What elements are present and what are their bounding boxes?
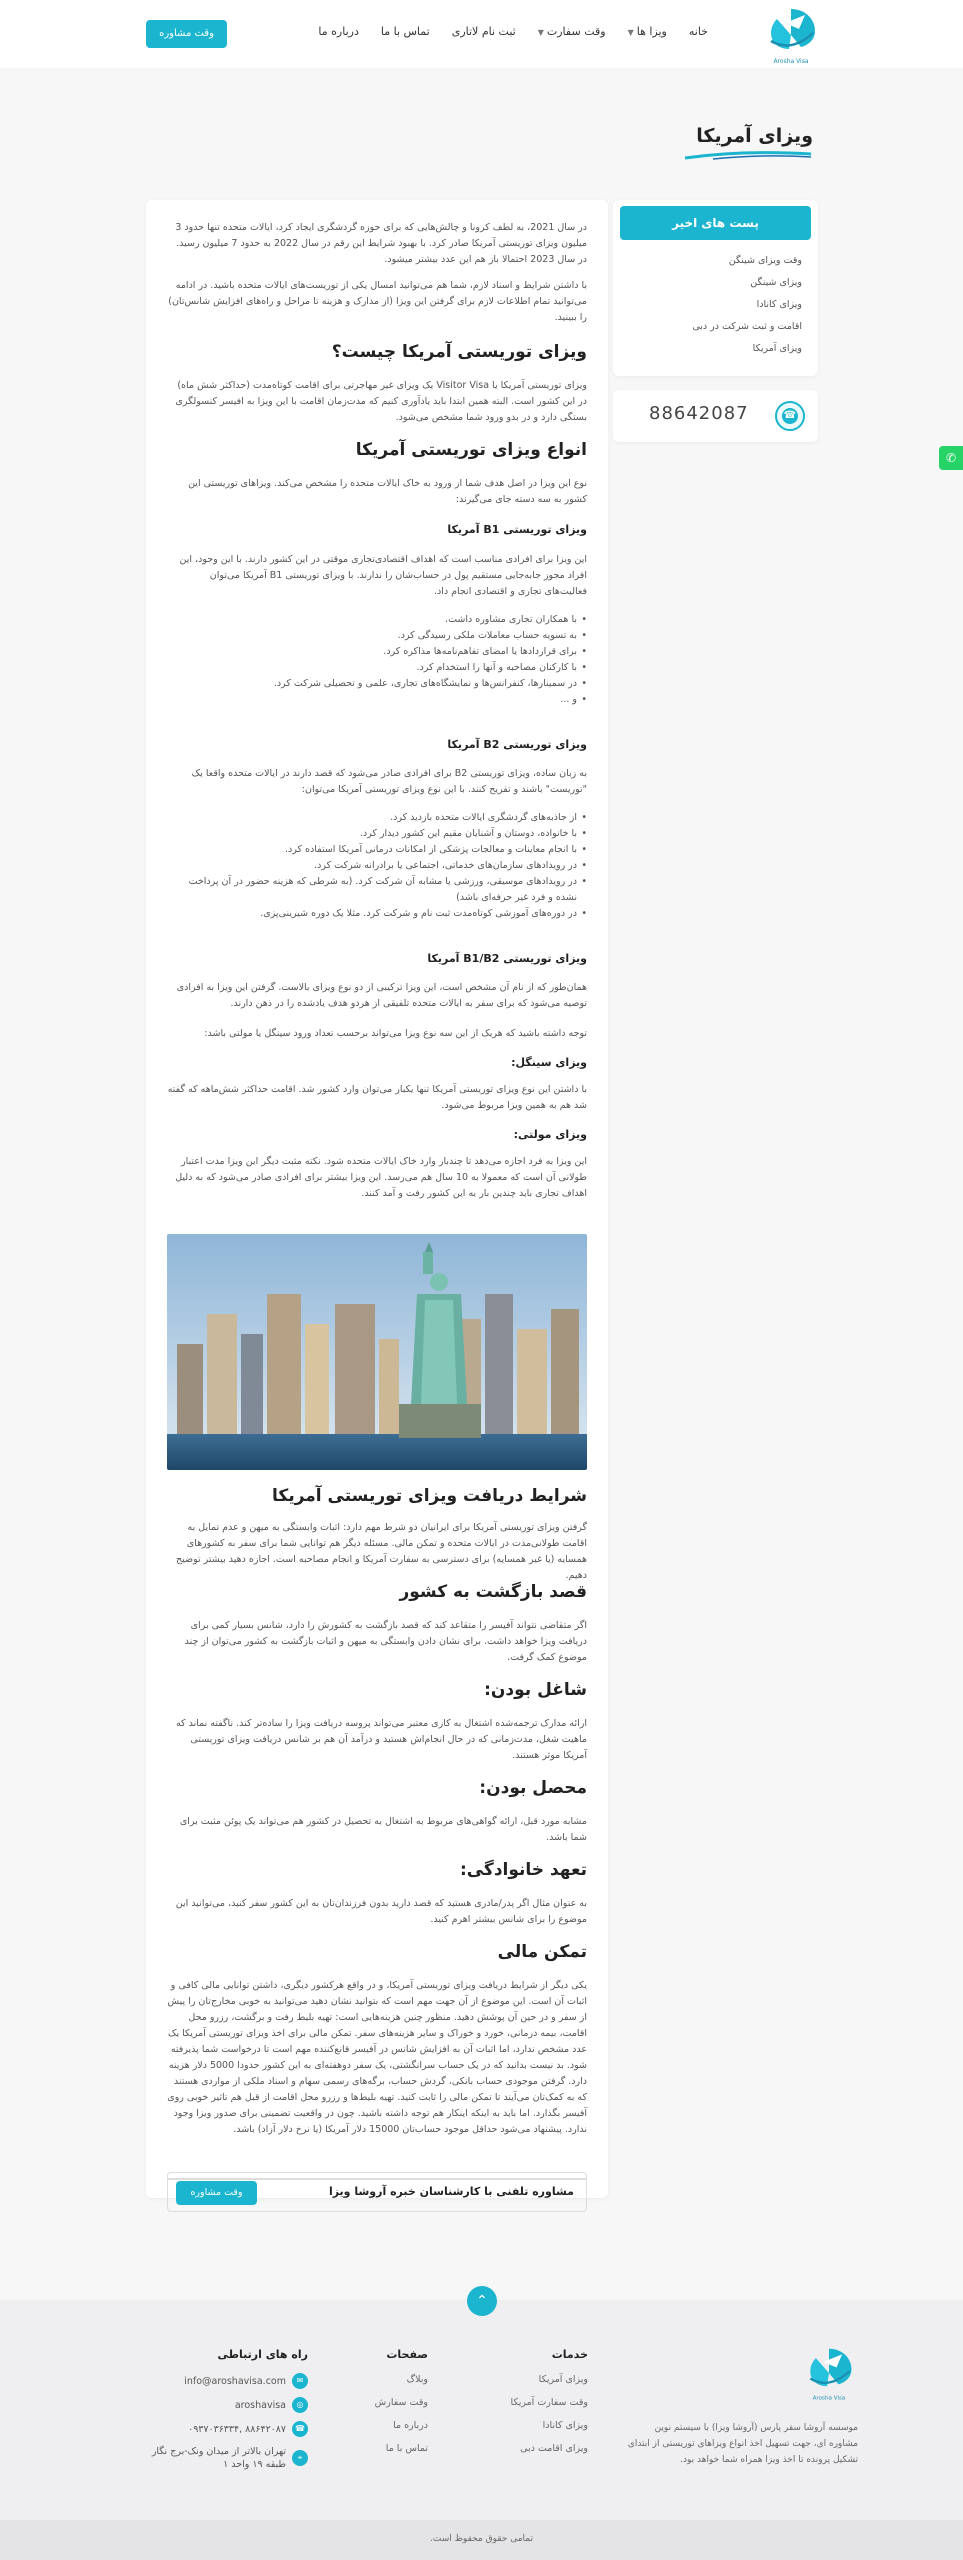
heading-b1b2: ویزای توریستی B1/B2 آمریکا — [427, 952, 587, 965]
footer-link[interactable]: درباره ما — [393, 2420, 428, 2431]
b2-activities-list — [167, 810, 587, 922]
footer-services — [511, 2348, 588, 2465]
heading-b1: ویزای توریستی B1 آمریکا — [447, 523, 587, 536]
phone-number: 88642087 — [649, 403, 749, 424]
title-underline — [683, 150, 813, 160]
list-item: • از جاذبه‌های گردشگری ایالات متحده بازدید کرد. — [167, 810, 587, 826]
heading-multi: ویزای مولتی: — [513, 1128, 587, 1141]
paragraph-single: با داشتن این نوع ویزای توریستی آمریکا تنها یکبار می‌توان وارد کشور شد. اقامت حداکثر شش‌ماهه که گفته شد هم به همین ویزا مربوط می‌شود. — [167, 1084, 587, 1111]
footer-pages — [375, 2348, 428, 2465]
footer-contact-title: راه های ارتباطی — [217, 2348, 308, 2361]
phone-consult-box — [167, 2172, 587, 2212]
footer-link[interactable]: تماس با ما — [385, 2443, 428, 2454]
nav-lottery[interactable]: ثبت نام لاتاری — [451, 25, 516, 38]
contact-email-text: info@aroshavisa.com — [184, 2375, 286, 2387]
nav-contact[interactable]: تماس با ما — [380, 25, 430, 38]
heading-types: انواع ویزای توریستی آمریکا — [355, 440, 587, 460]
recent-posts-title: پست های اخیر — [620, 206, 811, 240]
footer-description: موسسه آروشا سفر پارس (آروشا ویزا) با سیستم نوین مشاوره ای، جهت تسهیل اخذ انواع ویزاهای توریستی از ابتدای تشکیل پرونده تا اخذ ویزا همراه شما خواهد بود. — [627, 2423, 858, 2465]
contact-instagram[interactable] — [133, 2397, 308, 2413]
recent-posts-card — [613, 200, 818, 376]
list-item: • و ... — [167, 692, 587, 708]
footer-pages-title: صفحات — [386, 2348, 428, 2361]
email-icon: ✉ — [292, 2373, 308, 2389]
site-header — [0, 0, 963, 68]
paragraph-b2: به زبان ساده، ویزای توریستی B2 برای افرادی صادر می‌شود که قصد دارند در ایالات متحده واقعا یک "توریست" باشند و تفریح کنند. با این نوع ویزای توریستی آمریکا می‌توان: — [191, 768, 587, 795]
b1-activities-list — [167, 612, 587, 708]
heading-conditions: شرایط دریافت ویزای توریستی آمریکا — [272, 1486, 587, 1506]
nav-visas[interactable] — [628, 25, 667, 38]
paragraph-types: نوع این ویزا در اصل هدف شما از ورود به خاک ایالات متحده را مشخص می‌کند. ویزاهای توریستی این کشور به سه دسته جای می‌گیرند: — [188, 478, 587, 505]
footer-services-title: خدمات — [551, 2348, 588, 2361]
chevron-down-icon: ▼ — [627, 28, 634, 37]
page-title: ویزای آمریکا — [696, 125, 813, 147]
list-item: • با خانواده، دوستان و آشنایان مقیم این کشور دیدار کرد. — [167, 826, 587, 842]
paragraph-family: به عنوان مثال اگر پدر/مادری هستید که قصد دارید بدون فرزندان‌تان به این کشور سفر کنید، می‌توانید این موضوع را برای شانس بیشتر اهرم کنید. — [175, 1898, 587, 1925]
paragraph-multi: این ویزا به فرد اجازه می‌دهد تا چندبار وارد خاک ایالات متحده شود. نکته مثبت دیگر این ویزا مدت اعتبار طولانی آن است که معمولا به 10 سال هم می‌رسد. این ویزا بیشتر برای افرادی صادر می‌شود که به دلیل اهداف تجاری باید چندین بار به این کشور رفت و آمد کنند. — [175, 1156, 587, 1199]
footer-link[interactable]: وبلاگ — [406, 2374, 428, 2385]
list-item: • در دوره‌های آموزشی کوتاه‌مدت ثبت نام و شرکت کرد. مثلا یک دوره شیرینی‌پزی. — [167, 906, 587, 922]
recent-post-item[interactable]: ویزای شینگن — [750, 277, 802, 288]
phone-icon: ☎ — [292, 2421, 308, 2437]
contact-email[interactable] — [133, 2373, 308, 2389]
copyright-text: تمامی حقوق محفوظ است. — [430, 2534, 533, 2544]
footer-logo-text: Arosha Visa — [812, 2395, 846, 2402]
paragraph-b1: این ویزا برای افرادی مناسب است که اهداف اقتصادی‌تجاری موقتی در این کشور دارند. با این وجود، این افراد مجوز جابه‌جایی مستقیم پول در حساب‌شان را ندارند. با ویزای توریستی B1 آمریکا می‌توان فعالیت‌های تجاری و اقتصادی انجام داد. — [179, 554, 587, 597]
list-item: • با انجام معاینات و معالجات پزشکی از امکانات درمانی آمریکا استفاده کرد. — [167, 842, 587, 858]
phone-icon: ☎ — [775, 401, 805, 431]
whatsapp-icon[interactable]: ✆ — [939, 446, 963, 470]
list-item: • در رویدادهای سازمان‌های خدماتی، اجتماعی یا برادرانه شرکت کرد. — [167, 858, 587, 874]
consultation-button[interactable]: وقت مشاوره — [146, 20, 227, 48]
paragraph-student: مشابه مورد قبل، ارائه گواهی‌های مربوط به اشتغال به تحصیل در کشور هم می‌تواند یک پوئن مثبت برای شما باشد. — [179, 1816, 587, 1843]
paragraph-b1b2: همان‌طور که از نام آن مشخص است، این ویزا ترکیبی از دو نوع ویزای بالاست. گرفتن این ویزا به افرادی توصیه می‌شود که برای سفر به ایالات متحده تلفیقی از هردو هدف یادشده را در ذهن دارند. — [176, 982, 587, 1009]
recent-posts-list — [613, 240, 818, 360]
nav-embassy-label: وقت سفارت — [546, 25, 606, 38]
instagram-icon: ◎ — [292, 2397, 308, 2413]
paragraph-return: اگر متقاضی نتواند آفیسر را متقاعد کند که قصد بازگشت به کشورش را دارد، شانس بسیار کمی برای دریافت ویزا خواهد داشت. برای نشان دادن وابستگی به میهن و اثبات بازگشت به کشور می‌توان از چند موضوع کمک گرفت. — [184, 1620, 587, 1663]
contact-address-text: تهران بالاتر از میدان ونک-برج نگار طبقه ۱۹ واحد ۱ — [151, 2446, 286, 2470]
list-item: • با همکاران تجاری مشاوره داشت. — [167, 612, 587, 628]
phone-consult-text: مشاوره تلفنی با کارشناسان خبره آروشا ویزا — [328, 2185, 574, 2198]
article-intro-1: در سال 2021، به لطف کرونا و چالش‌هایی که برای حوزه گردشگری ایجاد کرد، ایالات متحده تنها حدود 3 میلیون ویزای توریستی آمریکا صادر کرد. با بهبود شرایط این رقم در سال 2022 به حدود 7 میلیون رسید. در سال 2023 احتمالا باز هم این عدد بیشتر میشود. — [175, 222, 587, 265]
list-item: • برای قراردادها یا امضای تفاهم‌نامه‌ها مذاکره کرد. — [167, 644, 587, 660]
contact-phone[interactable] — [133, 2421, 308, 2437]
heading-b2: ویزای توریستی B2 آمریکا — [447, 738, 587, 751]
recent-post-item[interactable]: ویزای آمریکا — [752, 343, 802, 354]
footer-link[interactable]: وقت سفارش — [374, 2397, 428, 2408]
list-item: • در سمینارها، کنفرانس‌ها و نمایشگاه‌های تجاری، علمی و تحصیلی شرکت کرد. — [167, 676, 587, 692]
list-item: • به تسویه حساب معاملات ملکی رسیدگی کرد. — [167, 628, 587, 644]
list-item: • در رویدادهای موسیقی، ورزشی یا مشابه آن شرکت کرد. (به شرطی که هزینه حضور در آن پرداخت نشده و فرد غیر حرفه‌ای باشد) — [167, 874, 587, 906]
heading-single: ویزای سینگل: — [511, 1056, 587, 1069]
nav-embassy[interactable] — [538, 25, 606, 38]
logo-text: Arosha Visa — [773, 58, 809, 65]
paragraph-conditions: گرفتن ویزای توریستی آمریکا برای ایرانیان دو شرط مهم دارد: اثبات وابستگی به میهن و عدم تمایل به اقامت طولانی‌مدت در ایالات متحده و تمکن مالی. مسئله دیگر هم توانایی شما برای سفر به کشورهای همسایه (یا غیر همسایه) برای دسترسی به سفارت آمریکا و انجام مصاحبه است. اجازه دهید بیشتر توضیح دهیم. — [176, 1522, 587, 1581]
heading-family: تعهد خانوادگی: — [459, 1860, 587, 1880]
recent-post-item[interactable]: ویزای کانادا — [756, 299, 802, 310]
article-intro-2: با داشتن شرایط و اسناد لازم، شما هم می‌توانید امسال یکی از توریست‌های ایالات متحده باشید. در ادامه می‌توانید تمام اطلاعات لازم برای گرفتن این ویزا (از مدارک و هزینه تا مراحل و راه‌های افزایش شانس‌تان) را ببینید. — [168, 280, 587, 323]
phone-consult-button[interactable]: وقت مشاوره — [176, 2181, 257, 2205]
chevron-down-icon: ▼ — [537, 28, 544, 37]
statue-of-liberty-image — [167, 1234, 587, 1470]
nav-about[interactable]: درباره ما — [318, 25, 359, 38]
heading-what-is: ویزای توریستی آمریکا چیست؟ — [331, 342, 587, 362]
logo[interactable] — [761, 5, 821, 67]
paragraph-what-is: ویزای توریستی آمریکا یا Visitor Visa یک ویزای غیر مهاجرتی برای اقامت کوتاه‌مدت (حداکثر شش ماه) در این کشور است. البته همین ابتدا باید یادآوری کنیم که مدت‌زمان اقامت با این ویزا به افیسر کنسولگری بستگی دارد و در بدو ورود شما مشخص می‌شود. — [175, 380, 587, 423]
footer-link[interactable]: ویزای کانادا — [542, 2420, 588, 2431]
phone-card[interactable] — [613, 390, 818, 442]
heading-employed: شاغل بودن: — [484, 1680, 587, 1700]
footer-link[interactable]: وقت سفارت آمریکا — [510, 2397, 588, 2408]
heading-return: قصد بازگشت به کشور — [399, 1582, 587, 1602]
contact-phone-text: ۸۸۶۴۲۰۸۷ ,۰۹۳۷۰۳۶۳۳۴ — [188, 2423, 286, 2435]
site-footer — [0, 2300, 963, 2520]
footer-contact — [133, 2348, 308, 2479]
contact-address — [133, 2445, 308, 2471]
scroll-to-top-button[interactable]: ⌃ — [467, 2286, 497, 2316]
paragraph-validity: توجه داشته باشید که هریک از این سه نوع ویزا می‌تواند برحسب تعداد ورود سینگل یا مولتی باشد: — [204, 1028, 587, 1039]
copyright-bar — [0, 2520, 963, 2560]
heading-finance: تمکن مالی — [497, 1942, 587, 1962]
footer-link[interactable]: ویزای آمریکا — [538, 2374, 588, 2385]
main-nav — [318, 25, 708, 38]
list-item: • با کارکنان مصاحبه و آنها را استخدام کرد. — [167, 660, 587, 676]
location-icon: ⌖ — [292, 2450, 308, 2466]
nav-visas-label: ویزا ها — [636, 25, 667, 38]
footer-link[interactable]: ویزای اقامت دبی — [520, 2443, 588, 2454]
paragraph-finance: یکی دیگر از شرایط دریافت ویزای توریستی آمریکا، و در واقع هرکشور دیگری، داشتن توانایی مالی کافی و اثبات آن است. این موضوع از آن جهت مهم است که بتوانید نشان دهید می‌توانید به خوبی مخارج‌تان را پیش از سفر و در حین آن پوشش دهید. منظور چنین هزینه‌هایی است: تهیه بلیط رفت و برگشت، رزرو محل اقامت، بیمه درمانی، خورد و خوراک و سایر هزینه‌های سفر. تمکن مالی برای اخذ ویزای توریستی آمریکا یک عدد مشخص ندارد، اما اثبات آن به افزایش شانس در آفیسر قانع‌کننده مهم است تا درخواست شما پذیرفته شود. بد نیست بدانید که در یک حساب سرانگشتی، یک سفر دو‌هفته‌ای به این کشور حدودا 5000 دلار هزینه دارد. گرفتن موجودی حساب بانکی، گردش حساب، برگه‌های رسمی سهام و اسناد ملکی از مواردی هستند که به کمک‌تان می‌آیند تا تمکن مالی را ثابت کنید. تهیه بلیط‌ها و رزرو محل اقامت از قبل هم تاثیر خوبی روی آفیسر بگذارد. اما باید به اینکه اینکار هم توجه داشته باشید. چون در واقعیت تضمینی برای صدور ویزا وجود ندارد. پیشنهاد می‌شود حداقل موجود حساب‌تان 15000 دلار آمریکا (یا نرخ دلار آزاد) باشد. — [167, 1980, 587, 2135]
recent-post-item[interactable]: وقت ویزای شینگن — [728, 255, 802, 266]
nav-home[interactable]: خانه — [688, 25, 708, 38]
contact-instagram-text: aroshavisa — [234, 2399, 286, 2411]
recent-post-item[interactable]: اقامت و ثبت شرکت در دبی — [692, 321, 802, 332]
paragraph-employed: ارائه مدارک ترجمه‌شده اشتغال به کاری معتبر می‌تواند پروسه دریافت ویزا را ساده‌تر کند. ناگفته نماند که ماهیت شغل، مدت‌زمانی که در حال انجام‌اش هستید و درآمد آن هم بر شانس دریافت ویزای توریستی آمریکا موثر هستند. — [175, 1718, 587, 1761]
heading-student: محصل بودن: — [479, 1778, 587, 1798]
footer-logo[interactable] — [800, 2345, 858, 2403]
article-card — [146, 200, 608, 2198]
